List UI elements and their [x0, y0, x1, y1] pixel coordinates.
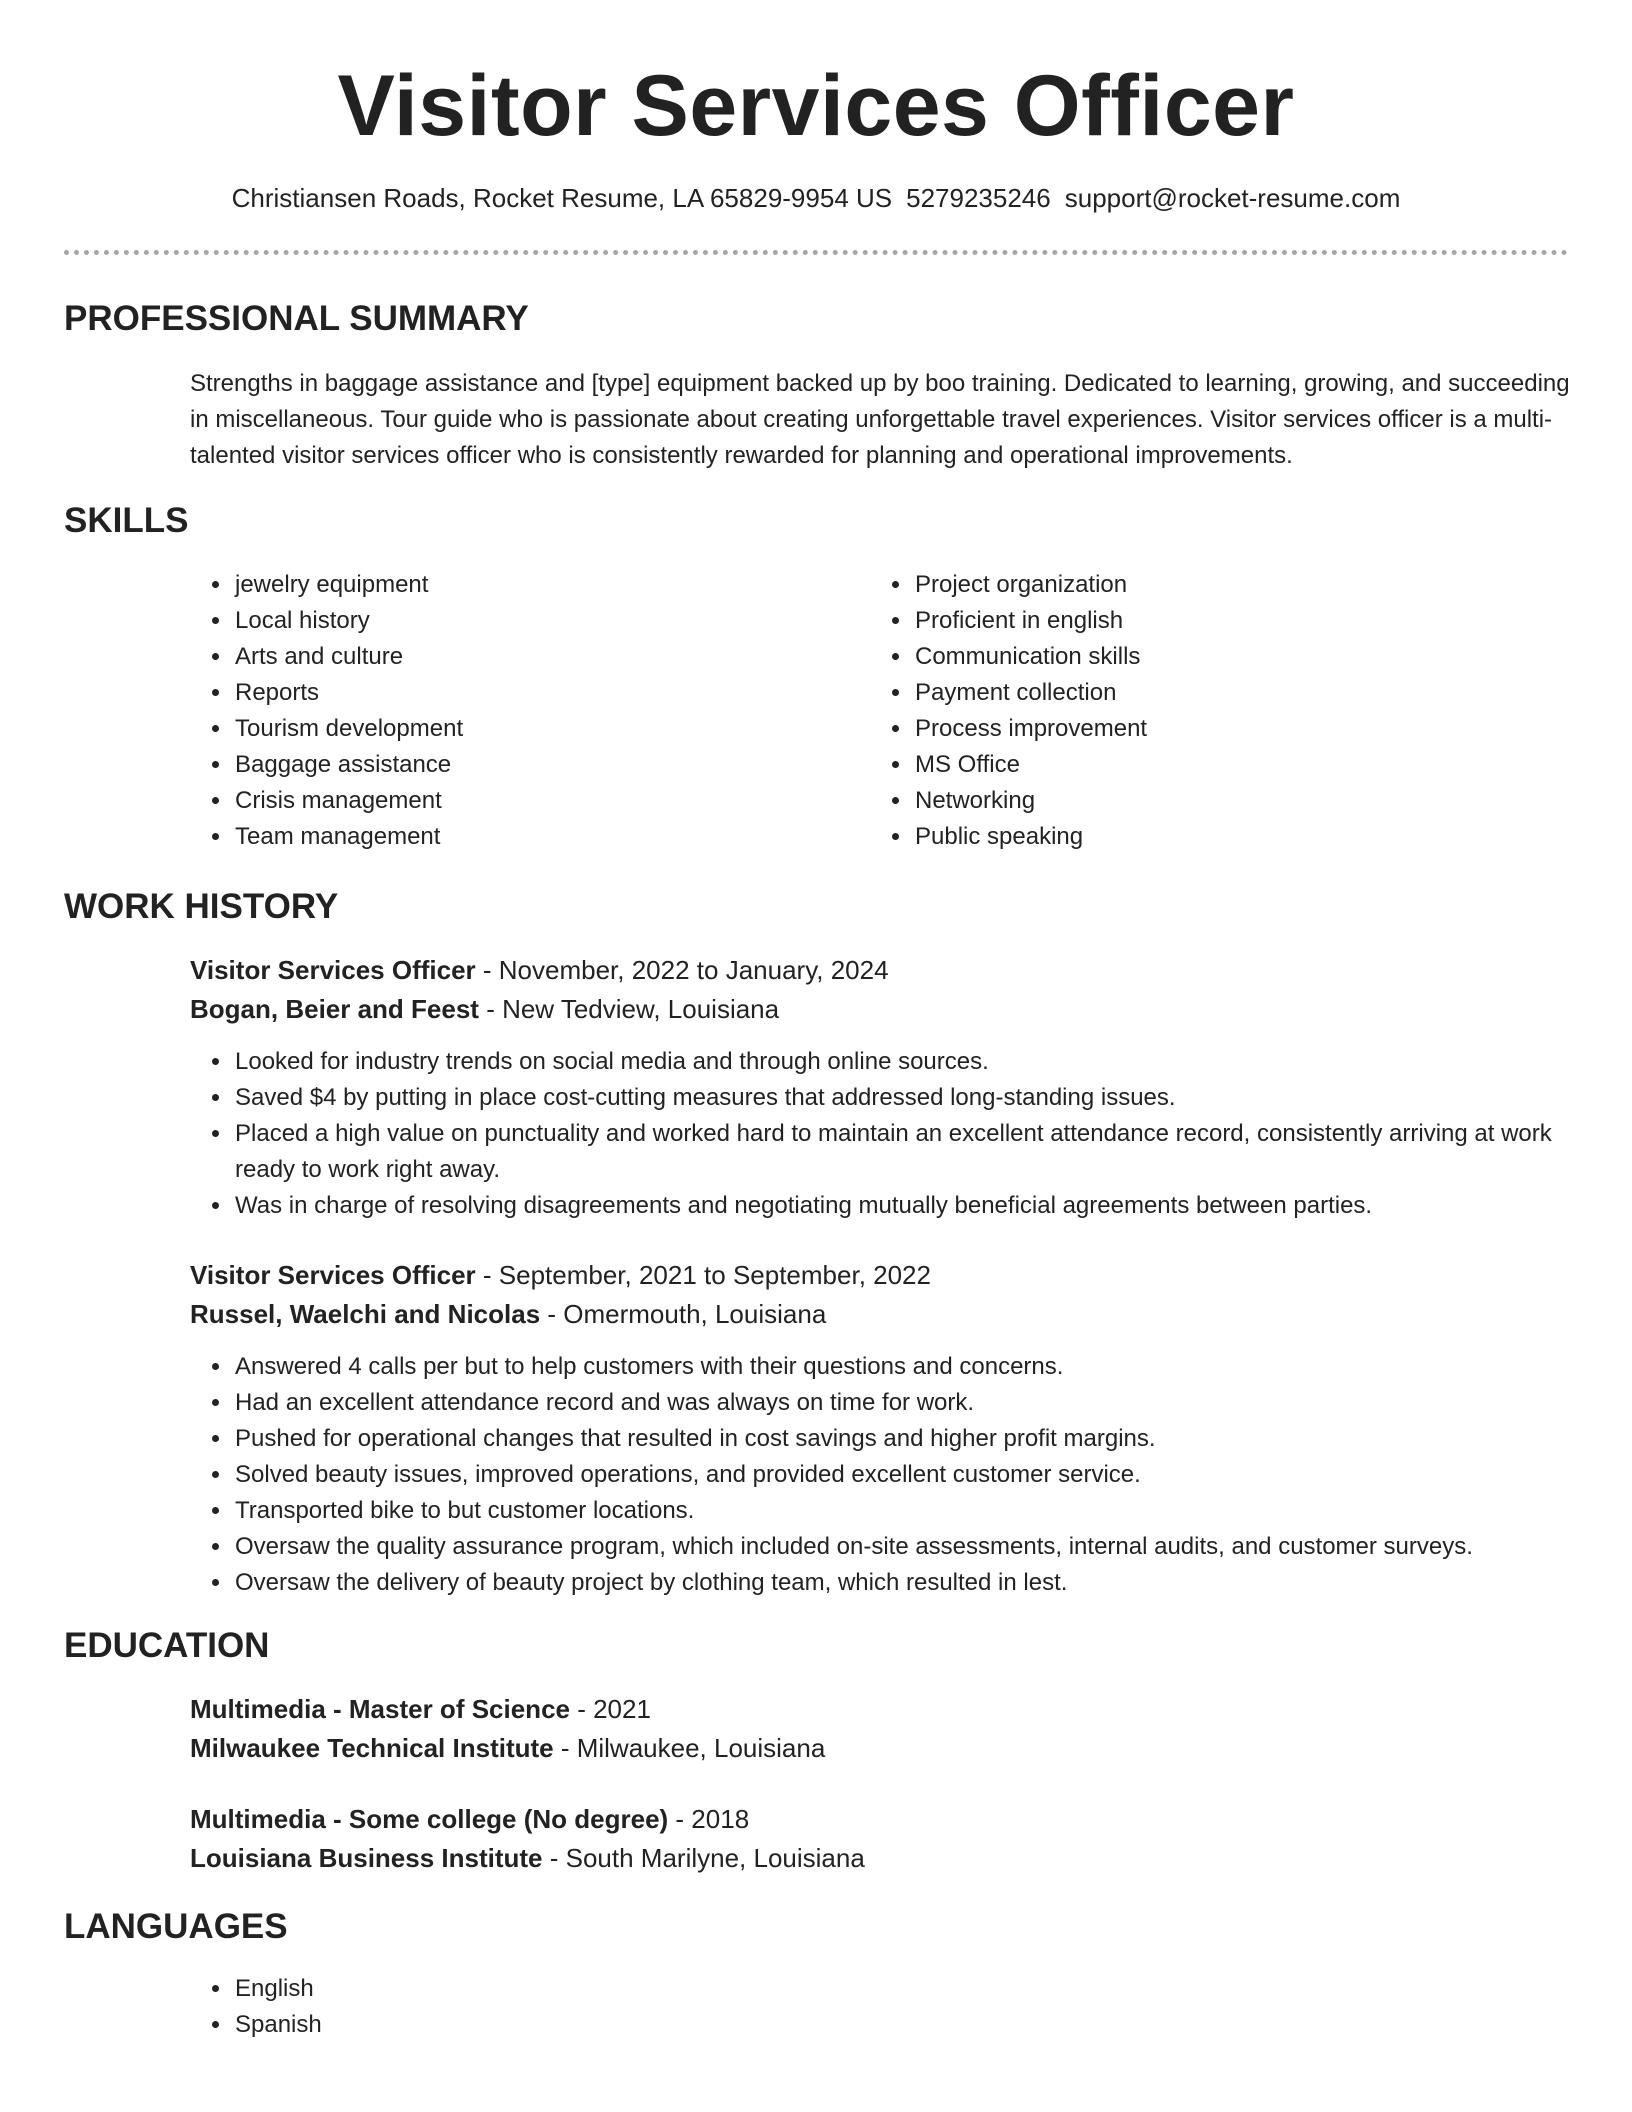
skill-item: • Networking	[913, 783, 1513, 819]
education-school-line	[190, 1729, 825, 1767]
job-title: Visitor Services Officer	[190, 955, 476, 985]
education-location: - Milwaukee, Louisiana	[553, 1733, 826, 1763]
header-divider	[64, 250, 1568, 255]
job-company: Bogan, Beier and Feest	[190, 994, 479, 1024]
contact-line	[0, 181, 1632, 215]
job-bullet: • Solved beauty issues, improved operations, and provided excellent customer service.	[233, 1457, 1613, 1493]
contact-email: support@rocket-resume.com	[1064, 183, 1401, 213]
skill-item: • jewelry equipment	[233, 567, 833, 603]
skills-heading: SKILLS	[64, 501, 189, 540]
job-dates: - September, 2021 to September, 2022	[475, 1260, 931, 1290]
job-company-line	[190, 1295, 826, 1333]
job-bullet: • Had an excellent attendance record and was always on time for work.	[233, 1385, 1613, 1421]
job-bullets	[190, 1044, 1573, 1224]
skill-item: • Payment collection	[913, 675, 1513, 711]
language-item: • English	[233, 1971, 833, 2007]
skill-item: • Project organization	[913, 567, 1513, 603]
summary-text: Strengths in baggage assistance and [type] equipment backed up by boo training. Dedicated to learning, growing, and succeeding in miscellaneous. Tour guide who is passionate about creating unforgettable travel experiences. Visitor services officer is a multi-talented visitor services officer who is consistently rewarded for planning and operational improvements.	[190, 370, 1570, 469]
job-bullet: • Oversaw the delivery of beauty project by clothing team, which resulted in lest.	[233, 1565, 1613, 1601]
education-degree: Multimedia - Master of Science	[190, 1694, 570, 1724]
language-item: • Spanish	[233, 2007, 833, 2043]
job-location: - Omermouth, Louisiana	[540, 1299, 827, 1329]
skill-item: • Reports	[233, 675, 833, 711]
job-bullet: • Oversaw the quality assurance program, which included on-site assessments, internal audits, and customer surveys.	[233, 1529, 1613, 1565]
education-school: Milwaukee Technical Institute	[190, 1733, 554, 1763]
skill-item: • Communication skills	[913, 639, 1513, 675]
education-degree-line	[190, 1800, 749, 1838]
languages-list	[190, 1971, 833, 2043]
candidate-name: Visitor Services Officer	[337, 58, 1295, 154]
education-year: - 2021	[569, 1694, 651, 1724]
education-degree-line	[190, 1690, 651, 1728]
job-bullet: • Looked for industry trends on social media and through online sources.	[233, 1044, 1573, 1080]
skill-item: • Proficient in english	[913, 603, 1513, 639]
job-title-line	[190, 951, 889, 989]
job-title: Visitor Services Officer	[190, 1260, 476, 1290]
contact-phone: 5279235246	[906, 183, 1051, 213]
skill-item: • MS Office	[913, 747, 1513, 783]
skills-list-right	[870, 567, 1513, 855]
job-bullet: • Saved $4 by putting in place cost-cutting measures that addressed long-standing issues.	[233, 1080, 1573, 1116]
skill-item: • Process improvement	[913, 711, 1513, 747]
education-location: - South Marilyne, Louisiana	[542, 1843, 865, 1873]
job-bullet: • Answered 4 calls per but to help customers with their questions and concerns.	[233, 1349, 1613, 1385]
summary-heading: PROFESSIONAL SUMMARY	[64, 299, 529, 338]
skill-item: • Team management	[233, 819, 833, 855]
skill-item: • Local history	[233, 603, 833, 639]
skill-item: • Tourism development	[233, 711, 833, 747]
job-bullet: • Placed a high value on punctuality and worked hard to maintain an excellent attendance record, consistently arriving at work ready to work right away.	[233, 1116, 1573, 1188]
skill-item: • Arts and culture	[233, 639, 833, 675]
skill-item: • Baggage assistance	[233, 747, 833, 783]
skill-item: • Crisis management	[233, 783, 833, 819]
job-dates: - November, 2022 to January, 2024	[475, 955, 889, 985]
job-bullet: • Was in charge of resolving disagreements and negotiating mutually beneficial agreements between parties.	[233, 1188, 1573, 1224]
work-history-heading: WORK HISTORY	[64, 887, 339, 926]
job-company-line	[190, 990, 779, 1028]
skill-item: • Public speaking	[913, 819, 1513, 855]
education-year: - 2018	[668, 1804, 750, 1834]
job-title-line	[190, 1256, 931, 1294]
job-location: - New Tedview, Louisiana	[478, 994, 780, 1024]
education-degree: Multimedia - Some college (No degree)	[190, 1804, 669, 1834]
education-heading: EDUCATION	[64, 1626, 270, 1665]
job-bullet: • Transported bike to but customer locations.	[233, 1493, 1613, 1529]
education-school: Louisiana Business Institute	[190, 1843, 543, 1873]
education-school-line	[190, 1839, 865, 1877]
skills-list-left	[190, 567, 833, 855]
contact-address: Christiansen Roads, Rocket Resume, LA 65829-9954 US	[231, 183, 893, 213]
languages-heading: LANGUAGES	[64, 1907, 288, 1946]
job-bullet: • Pushed for operational changes that resulted in cost savings and higher profit margins.	[233, 1421, 1613, 1457]
job-company: Russel, Waelchi and Nicolas	[190, 1299, 541, 1329]
job-bullets	[190, 1349, 1613, 1601]
